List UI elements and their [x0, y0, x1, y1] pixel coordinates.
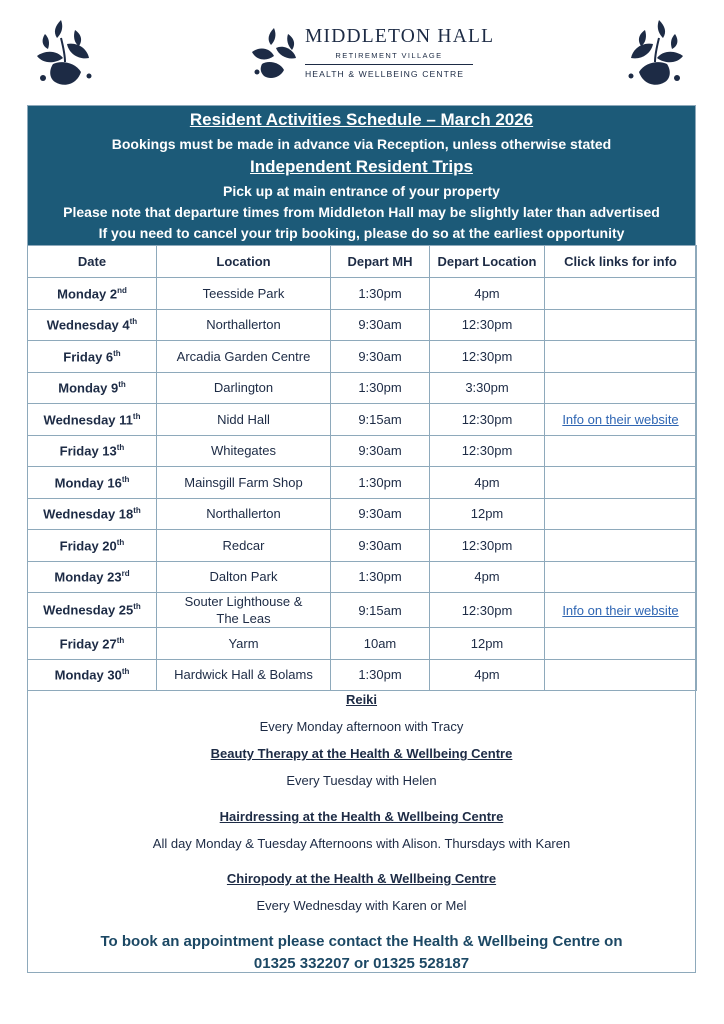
reiki-heading: Reiki: [345, 692, 378, 707]
trip-day: Monday 2: [57, 285, 118, 301]
beauty-heading: Beauty Therapy at the Health & Wellbeing Centre: [210, 746, 513, 761]
depart-location-time: 12:30pm: [430, 341, 545, 373]
depart-location-time: 12:30pm: [430, 435, 545, 467]
depart-location-time: 12pm: [430, 498, 545, 530]
pickup-note: Pick up at main entrance of your property: [223, 183, 500, 199]
header-depart-location: Depart Location: [430, 246, 545, 278]
trip-day: Friday 20: [59, 537, 117, 553]
day-suffix: th: [116, 537, 125, 547]
chiropody-heading: Chiropody at the Health & Wellbeing Centre: [226, 871, 497, 886]
leaf-ornament-left-icon: [31, 16, 101, 92]
table-row: [28, 341, 697, 373]
table-row: [28, 467, 697, 499]
logo-leaf-icon: [248, 24, 300, 80]
day-suffix: th: [116, 635, 125, 645]
info-link-cell: [545, 278, 697, 310]
trip-day: Monday 23: [54, 569, 122, 585]
trip-location: Northallerton: [157, 309, 331, 341]
depart-mh-time: 10am: [331, 628, 430, 660]
day-suffix: th: [121, 474, 130, 484]
day-suffix: th: [118, 380, 126, 390]
depart-location-time: 4pm: [430, 278, 545, 310]
trip-day: Friday 27: [59, 635, 117, 651]
trip-location: Souter Lighthouse & The Leas: [157, 593, 331, 628]
depart-mh-time: 9:30am: [331, 530, 430, 562]
trip-date: [28, 435, 157, 467]
schedule-banner: [28, 106, 695, 245]
trip-date: [28, 561, 157, 593]
trip-location: Teesside Park: [157, 278, 331, 310]
chiropody-text: Every Wednesday with Karen or Mel: [256, 898, 467, 913]
trip-location: Redcar: [157, 530, 331, 562]
trip-day: Friday 6: [63, 348, 114, 364]
depart-mh-time: 1:30pm: [331, 278, 430, 310]
info-link-cell: [545, 659, 697, 691]
depart-location-time: 12pm: [430, 628, 545, 660]
table-row: [28, 659, 697, 691]
info-website-link[interactable]: Info on their website: [562, 602, 679, 618]
trip-date: [28, 659, 157, 691]
bookings-note: Bookings must be made in advance via Reception, unless otherwise stated: [111, 136, 612, 152]
trip-date: [28, 278, 157, 310]
header-location: Location: [157, 246, 331, 278]
info-link-cell: [545, 628, 697, 660]
trips-table: [27, 245, 697, 691]
trip-location: Mainsgill Farm Shop: [157, 467, 331, 499]
booking-instruction: To book an appointment please contact the Health & Wellbeing Centre on: [100, 933, 623, 950]
trip-location: Northallerton: [157, 498, 331, 530]
trip-day: Wednesday 25: [43, 602, 134, 618]
hair-heading: Hairdressing at the Health & Wellbeing Centre: [219, 809, 504, 824]
cancel-note: If you need to cancel your trip booking, please do so at the earliest opportunity: [98, 225, 625, 241]
info-link-cell: [545, 372, 697, 404]
trip-location: Hardwick Hall & Bolams: [157, 659, 331, 691]
table-row: [28, 309, 697, 341]
trip-day: Monday 30: [54, 667, 122, 683]
reiki-text: Every Monday afternoon with Tracy: [259, 719, 464, 734]
depart-mh-time: 9:30am: [331, 309, 430, 341]
leaf-ornament-right-icon: [619, 16, 689, 92]
table-row: [28, 404, 697, 436]
header-info-links: Click links for info: [545, 246, 697, 278]
trip-day: Wednesday 4: [46, 317, 130, 333]
trip-location: Arcadia Garden Centre: [157, 341, 331, 373]
depart-location-time: 12:30pm: [430, 404, 545, 436]
trip-day: Wednesday 11: [43, 411, 133, 427]
logo-subtitle: RETIREMENT VILLAGE: [335, 51, 443, 60]
trip-day: Wednesday 18: [43, 506, 134, 522]
header-date: Date: [28, 246, 157, 278]
trip-date: [28, 467, 157, 499]
day-suffix: th: [116, 443, 125, 453]
trip-date: [28, 530, 157, 562]
header-depart-mh: Depart MH: [331, 246, 430, 278]
info-link-cell: [545, 530, 697, 562]
trip-location: Dalton Park: [157, 561, 331, 593]
depart-location-time: 4pm: [430, 561, 545, 593]
trip-date: [28, 372, 157, 404]
depart-location-time: 12:30pm: [430, 309, 545, 341]
info-link-cell: [545, 593, 697, 628]
logo-centre-name: HEALTH & WELLBEING CENTRE: [305, 69, 465, 79]
booking-phone-numbers: 01325 332207 or 01325 528187: [253, 955, 470, 972]
depart-location-time: 4pm: [430, 659, 545, 691]
table-header-row: [28, 246, 697, 278]
depart-location-time: 3:30pm: [430, 372, 545, 404]
info-link-cell: [545, 467, 697, 499]
trip-date: [28, 309, 157, 341]
depart-mh-time: 1:30pm: [331, 659, 430, 691]
departure-note: Please note that departure times from Middleton Hall may be slightly later than advertised: [63, 204, 660, 220]
day-suffix: th: [121, 667, 130, 677]
table-row: [28, 628, 697, 660]
depart-mh-time: 9:15am: [331, 593, 430, 628]
info-link-cell: [545, 309, 697, 341]
trip-location: Yarm: [157, 628, 331, 660]
depart-mh-time: 9:30am: [331, 435, 430, 467]
table-row: [28, 435, 697, 467]
trip-date: [28, 341, 157, 373]
day-suffix: th: [132, 411, 141, 421]
middleton-hall-logo: [248, 24, 495, 84]
depart-location-time: 4pm: [430, 467, 545, 499]
trip-location: Darlington: [157, 372, 331, 404]
trip-date: [28, 593, 157, 628]
table-row: [28, 593, 697, 628]
day-suffix: th: [129, 317, 138, 327]
table-row: [28, 530, 697, 562]
day-suffix: th: [113, 348, 121, 358]
trip-date: [28, 628, 157, 660]
table-row: [28, 561, 697, 593]
day-suffix: th: [133, 602, 141, 612]
trip-day: Friday 13: [59, 443, 117, 459]
table-row: [28, 372, 697, 404]
table-row: [28, 498, 697, 530]
depart-location-time: 12:30pm: [430, 593, 545, 628]
logo-divider: [305, 64, 473, 65]
day-suffix: rd: [121, 569, 130, 579]
info-link-cell: [545, 404, 697, 436]
depart-mh-time: 1:30pm: [331, 372, 430, 404]
trip-day: Monday 16: [54, 474, 122, 490]
info-link-cell: [545, 561, 697, 593]
page-title: Resident Activities Schedule – March 2026: [189, 110, 534, 129]
day-suffix: nd: [117, 285, 127, 295]
trips-heading: Independent Resident Trips: [250, 157, 473, 176]
depart-mh-time: 1:30pm: [331, 467, 430, 499]
trip-location: Nidd Hall: [157, 404, 331, 436]
depart-mh-time: 9:30am: [331, 341, 430, 373]
trip-date: [28, 404, 157, 436]
day-suffix: th: [133, 506, 141, 516]
info-link-cell: [545, 498, 697, 530]
hair-text: All day Monday & Tuesday Afternoons with Alison. Thursdays with Karen: [152, 836, 571, 851]
info-link-cell: [545, 435, 697, 467]
table-row: [28, 278, 697, 310]
trip-location: Whitegates: [157, 435, 331, 467]
depart-location-time: 12:30pm: [430, 530, 545, 562]
beauty-text: Every Tuesday with Helen: [286, 773, 437, 788]
depart-mh-time: 9:30am: [331, 498, 430, 530]
trip-day: Monday 9: [58, 380, 119, 396]
trip-date: [28, 498, 157, 530]
info-website-link[interactable]: Info on their website: [562, 411, 679, 427]
depart-mh-time: 1:30pm: [331, 561, 430, 593]
depart-mh-time: 9:15am: [331, 404, 430, 436]
info-link-cell: [545, 341, 697, 373]
logo-name: MIDDLETON HALL: [305, 26, 495, 47]
